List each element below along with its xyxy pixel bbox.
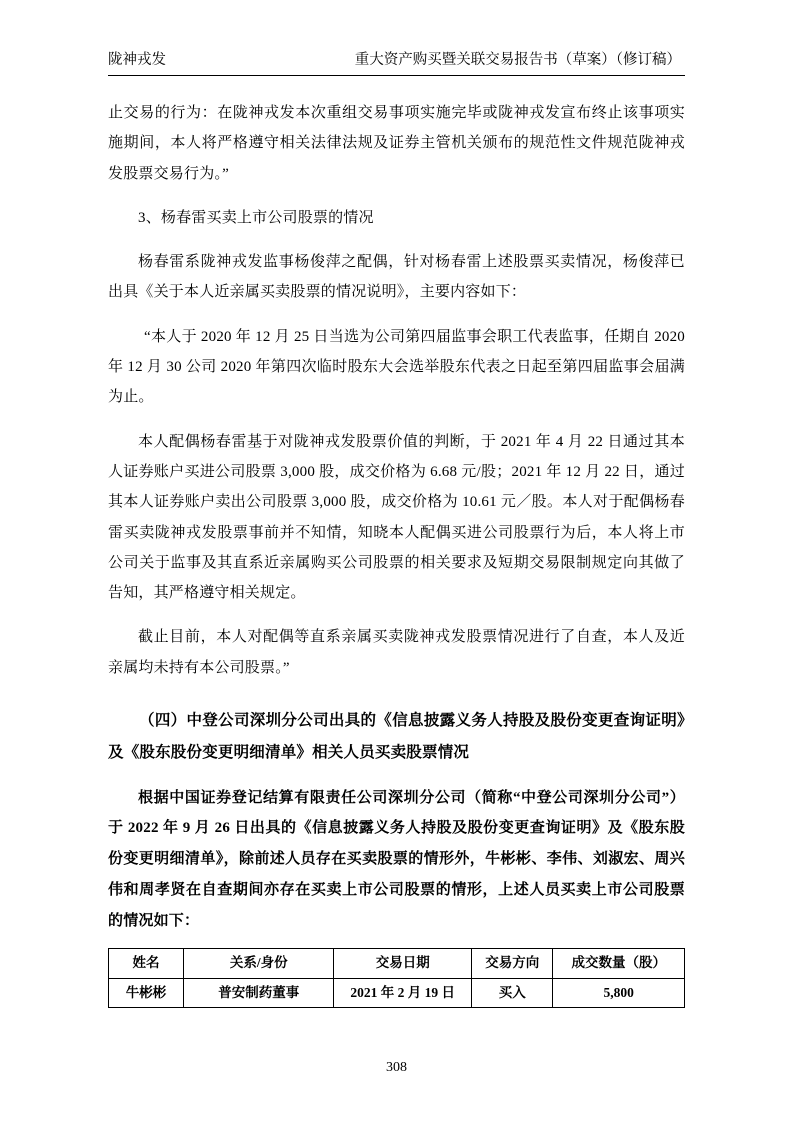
table-col-date: 交易日期 xyxy=(334,949,472,978)
paragraph-quote-2: 本人配偶杨春雷基于对陇神戎发股票价值的判断，于 2021 年 4 月 22 日通过其本人证券账户买进公司股票 3,000 股，成交价格为 6.68 元/股；2021 年 12 月 22 日，通过其本人证券账户卖出公司股票 3,000 股，成交价格为 10.61 元／股。本人对于配偶杨春雷买卖陇神戎发股票事前并不知情，知晓本人配偶买进公司股票行为后，本人将上市公司关于监事及其直系近亲属购买公司股票的相关要求及短期交易限制规定向其做了告知，其严格遵守相关规定。 xyxy=(108,433,685,602)
header-company-name: 陇神戎发 xyxy=(108,52,166,68)
cell-relation: 普安制药董事 xyxy=(184,978,334,1007)
table-row xyxy=(109,978,685,1007)
section-heading-four: （四）中登公司深圳分公司出具的《信息披露义务人持股及股份变更查询证明》及《股东股份变更明细清单》相关人员买卖股票情况 xyxy=(108,712,685,761)
paragraph-quote-1: “本人于 2020 年 12 月 25 日当选为公司第四届监事会职工代表监事，任期自 2020 年 12 月 30 公司 2020 年第四次临时股东大会选举股东代表之日起至第四届监事会届满为止。 xyxy=(108,328,685,406)
cell-direction: 买入 xyxy=(472,978,553,1007)
section-item-heading: 3、杨春雷买卖上市公司股票的情况 xyxy=(138,209,374,226)
page-header xyxy=(108,48,685,76)
stock-trading-table xyxy=(108,948,685,1008)
cell-date: 2021 年 2 月 19 日 xyxy=(334,978,472,1007)
paragraph-quote-3: 截止目前，本人对配偶等直系亲属买卖陇神戎发股票情况进行了自查，本人及近亲属均未持有本公司股票。” xyxy=(108,629,685,676)
table-header-row xyxy=(109,949,685,978)
table-col-direction: 交易方向 xyxy=(472,949,553,978)
paragraph-statement-intro: 杨春雷系陇神戎发监事杨俊萍之配偶，针对杨春雷上述股票买卖情况，杨俊萍已出具《关于本人近亲属买卖股票的情况说明》，主要内容如下： xyxy=(108,254,685,301)
table-col-quantity: 成交数量（股） xyxy=(553,949,685,978)
paragraph-certificate-basis: 根据中国证券登记结算有限责任公司深圳分公司（简称“中登公司深圳分公司”）于 2022 年 9 月 26 日出具的《信息披露义务人持股及股份变更查询证明》及《股东股份变更明细清单》，除前述人员存在买卖股票的情形外，牛彬彬、李伟、刘淑宏、周兴伟和周孝贤在自查期间亦存在买卖上市公司股票的情形，上述人员买卖上市公司股票的情况如下： xyxy=(108,789,685,929)
table-col-relation: 关系/身份 xyxy=(184,949,334,978)
page-number: 308 xyxy=(386,1060,407,1075)
table-col-name: 姓名 xyxy=(109,949,184,978)
paragraph-continuation: 止交易的行为：在陇神戎发本次重组交易事项实施完毕或陇神戎发宣布终止该事项实施期间，本人将严格遵守相关法律法规及证券主管机关颁布的规范性文件规范陇神戎发股票交易行为。” xyxy=(108,105,685,182)
cell-name: 牛彬彬 xyxy=(109,978,184,1007)
header-document-title: 重大资产购买暨关联交易报告书（草案）（修订稿） xyxy=(354,52,681,68)
cell-quantity: 5,800 xyxy=(553,978,685,1007)
